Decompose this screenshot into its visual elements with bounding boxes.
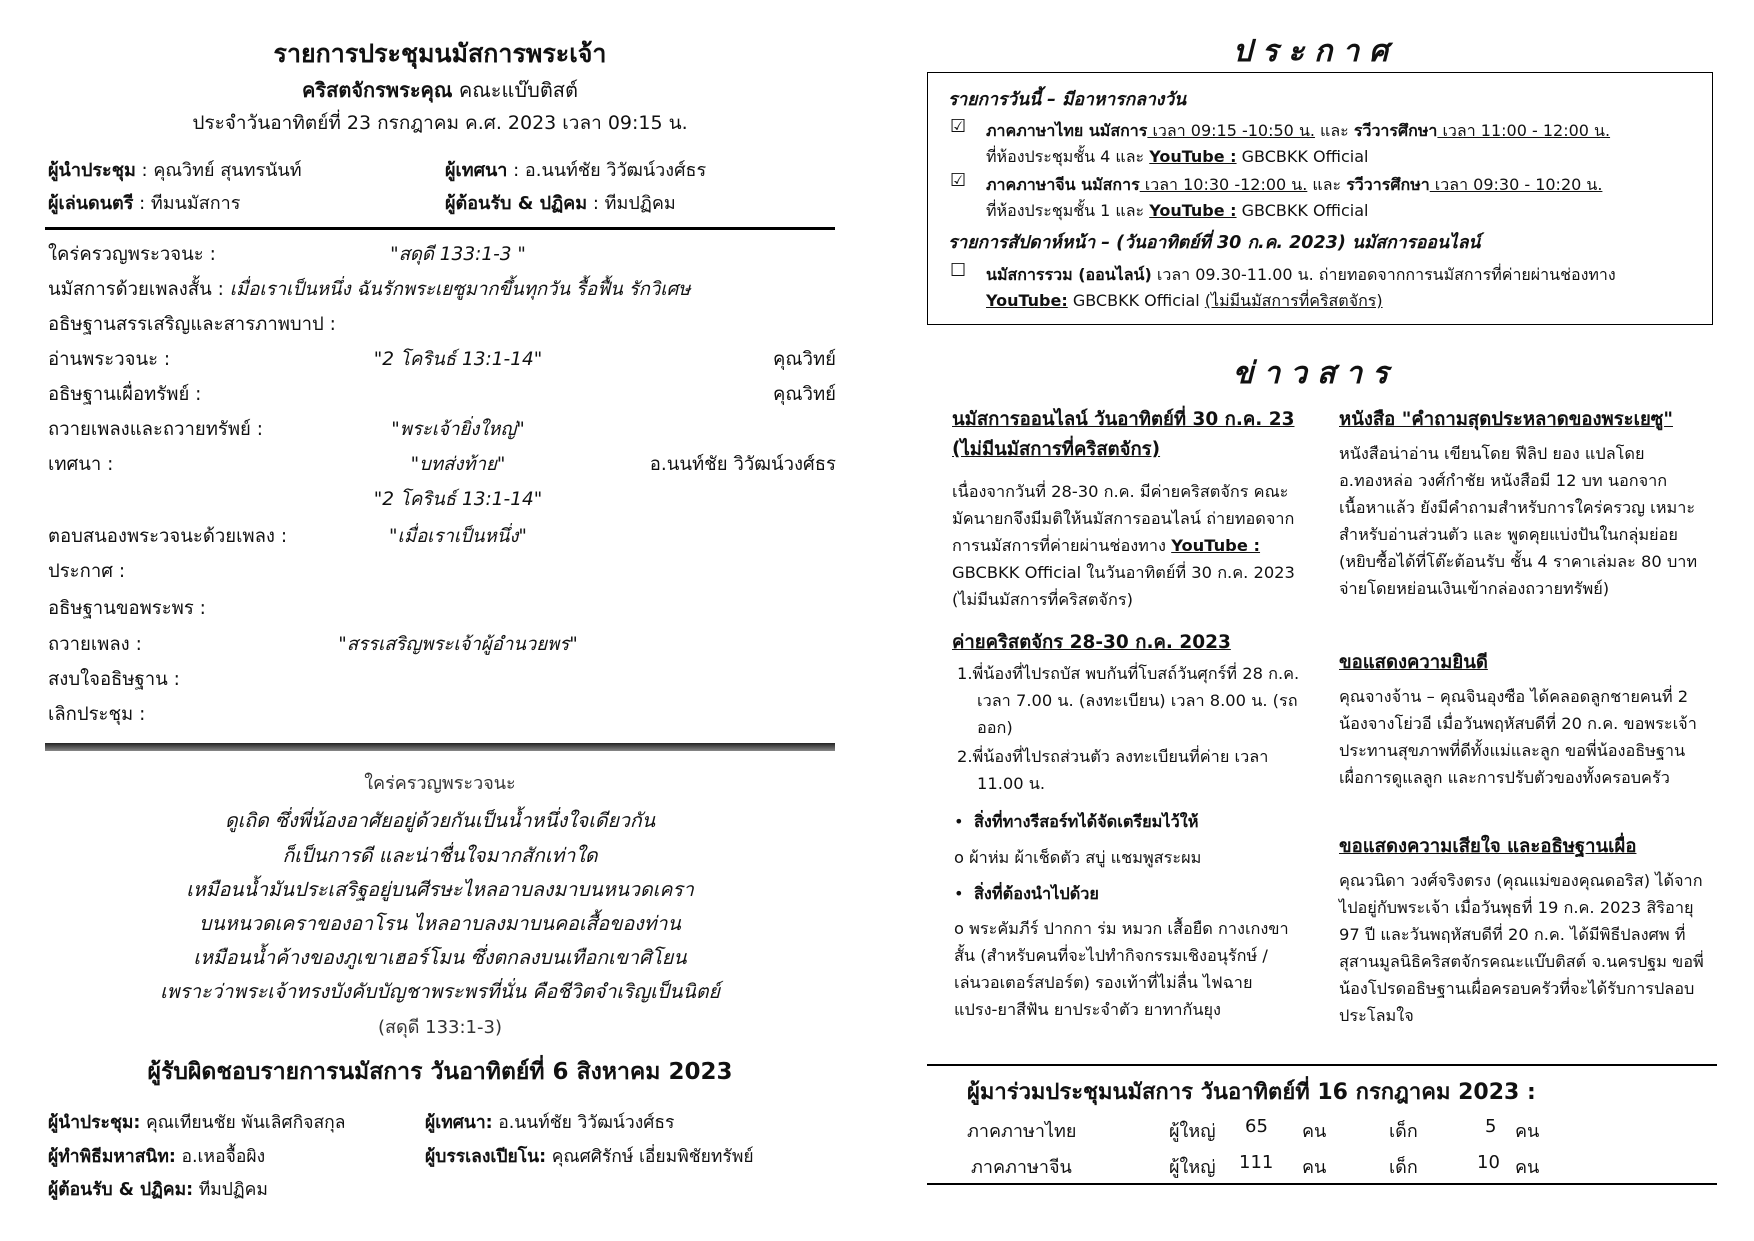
order-row bbox=[48, 275, 836, 305]
order-person: คุณวิทย์ bbox=[773, 384, 836, 405]
verse-line: เพราะว่าพระเจ้าทรงบังคับบัญชาพระพรที่นั่น คือชีวิตจำเริญเป็นนิตย์ bbox=[160, 980, 720, 1003]
chinese-service-line2 bbox=[986, 199, 1369, 224]
congrats-heading: ขอแสดงความยินดี bbox=[1339, 652, 1488, 673]
crew-music bbox=[48, 188, 240, 217]
chinese-service-time: เวลา 10:30 -12:00 น. bbox=[1139, 175, 1308, 194]
child-count: 5 bbox=[1485, 1116, 1497, 1137]
online-heading-1: นมัสการออนไลน์ วันอาทิตย์ที่ 30 ก.ค. 23 bbox=[952, 409, 1295, 430]
adult-count: 65 bbox=[1245, 1116, 1268, 1137]
order-row bbox=[48, 415, 836, 445]
camp-item-2: 2.พี่น้องที่ไปรถส่วนตัว ลงทะเบียนที่ค่าย เวลา 11.00 น. bbox=[957, 747, 1269, 793]
verse-heading: ใคร่ครวญพระวจนะ bbox=[364, 773, 516, 794]
crew-leader-label: ผู้นำประชุม bbox=[48, 160, 136, 181]
youtube-channel: GBCBKK Official bbox=[1067, 291, 1205, 310]
youtube-channel: GBCBKK Official bbox=[1236, 201, 1369, 220]
order-row bbox=[48, 522, 836, 552]
adult-unit: คน bbox=[1302, 1121, 1327, 1142]
crew-leader bbox=[48, 155, 302, 184]
divider-gradient bbox=[45, 743, 835, 751]
crew-greeter bbox=[445, 188, 676, 217]
resp-preacher-value: อ.นนท์ชัย วิวัฒน์วงศ์ธร bbox=[492, 1113, 675, 1133]
order-label: อธิษฐานสรรเสริญและสารภาพบาป : bbox=[48, 314, 336, 335]
sorrow-text: คุณวนิดา วงศ์จริงตรง (คุณแม่ของคุณดอริส) ได้จากไปอยู่กับพระเจ้า เมื่อวันพุธที่ 19 ก.ค. 2023 สิริอายุ 97 ปี และวันพฤหัสบดีที่ 20 ก.ค. ได้มีพิธีปลงศพ ที่สุสานมูลนิธิคริสตจักรคณะแบ๊บติสต์ จ.นครปฐม ขอพี่น้องโปรดอธิษฐานเผื่อครอบครัวที่จะได้รับการปลอบประโลมใจ bbox=[1339, 871, 1704, 1025]
thai-service-time: เวลา 09:15 -10:50 น. bbox=[1147, 121, 1315, 140]
sorrow-heading: ขอแสดงความเสียใจ และอธิษฐานเผื่อ bbox=[1339, 836, 1637, 857]
thai-and: และ bbox=[1314, 121, 1354, 140]
church-name bbox=[40, 74, 840, 106]
order-label: อธิษฐานขอพระพร : bbox=[48, 598, 206, 619]
church-name-bold: คริสตจักรพระคุณ bbox=[302, 78, 453, 102]
order-row bbox=[48, 485, 836, 515]
crew-preacher-value: : อ.นนท์ชัย วิวัฒน์วงศ์ธร bbox=[507, 160, 707, 181]
attendance-box bbox=[927, 1064, 1717, 1184]
child-label: เด็ก bbox=[1389, 1157, 1418, 1178]
order-song: "พระเจ้ายิ่งใหญ่" bbox=[391, 419, 525, 440]
order-scripture: "สดุดี 133:1-3 " bbox=[390, 244, 526, 265]
verse-reference: (สดุดี 133:1-3) bbox=[378, 1017, 502, 1038]
checked-box-icon: ☑ bbox=[950, 170, 967, 191]
resp-greeter bbox=[48, 1175, 268, 1203]
order-row bbox=[48, 240, 836, 270]
thai-sunday-school-time: เวลา 11:00 - 12:00 น. bbox=[1437, 121, 1611, 140]
adult-label: ผู้ใหญ่ bbox=[1169, 1121, 1216, 1142]
order-row bbox=[48, 345, 836, 375]
camp-bring-text: o พระคัมภีร์ ปากกา ร่ม หมวก เสื้อยืด กางเกงขาสั้น (สำหรับคนที่จะไปทำกิจกรรมเชิงอนุรักษ์ / เล่นวอเตอร์สปอร์ต) รองเท้าที่ไม่ลื่น ไฟฉาย แปรง-ยาสีฟัน ยาประจำตัว ยาทากันยุง bbox=[954, 919, 1289, 1019]
resp-leader bbox=[48, 1108, 345, 1136]
attendance-bottom-rule bbox=[927, 1183, 1717, 1185]
chinese-service-label: ภาคภาษาจีน นมัสการ bbox=[986, 175, 1140, 194]
responsibility-title: ผู้รับผิดชอบรายการนมัสการ วันอาทิตย์ที่ 6 สิงหาคม 2023 bbox=[147, 1059, 733, 1085]
order-label: ใคร่ครวญพระวจนะ : bbox=[48, 244, 216, 265]
checked-box-icon: ☑ bbox=[950, 116, 967, 137]
camp-bring-heading: สิ่งที่ต้องนำไปด้วย bbox=[974, 884, 1099, 903]
child-count: 10 bbox=[1477, 1152, 1500, 1173]
resp-greeter-label: ผู้ต้อนรับ & ปฏิคม: bbox=[48, 1180, 194, 1200]
resp-piano bbox=[425, 1142, 754, 1170]
order-person: คุณวิทย์ bbox=[773, 349, 836, 370]
resp-piano-value: คุณศศิรักษ์ เอี่ยมพิชัยทรัพย์ bbox=[546, 1147, 754, 1167]
order-label: สงบใจอธิษฐาน : bbox=[48, 669, 180, 690]
adult-unit: คน bbox=[1302, 1157, 1327, 1178]
today-heading: รายการวันนี้ – มีอาหารกลางวัน bbox=[948, 90, 1187, 110]
book-text: หนังสือน่าอ่าน เขียนโดย ฟีลิป ยอง แปลโดย อ.ทองหล่อ วงศ์กำชัย หนังสือมี 12 บท นอกจากเนื้อหาแล้ว ยังมีคำถามสำหรับการใคร่ครวญ เหมาะสำหรับอ่านส่วนตัว และ พูดคุยแบ่งปันในกลุ่มย่อย (หยิบซื้อได้ที่โต๊ะต้อนรับ ชั้น 4 ราคาเล่มละ 80 บาท จ่ายโดยหย่อนเงินเข้ากล่องถวายทรัพย์) bbox=[1339, 444, 1698, 598]
order-row bbox=[48, 594, 836, 624]
camp-provided-heading: สิ่งที่ทางรีสอร์ทได้จัดเตรียมไว้ให้ bbox=[974, 812, 1199, 831]
verse-line: เหมือนน้ำมันประเสริฐอยู่บนศีรษะไหลอาบลงมาบนหนวดเครา bbox=[186, 878, 694, 901]
announcements-page bbox=[877, 0, 1754, 1241]
resp-communion bbox=[48, 1142, 265, 1170]
chinese-sunday-school-time: เวลา 09:30 - 10:20 น. bbox=[1429, 175, 1603, 194]
congrats-text: คุณจางจ้าน – คุณจินอุงซือ ได้คลอดลูกชายคนที่ 2 น้องจางโย่วอี เมื่อวันพฤหัสบดีที่ 20 ก.ค. ขอพระเจ้าประทานสุขภาพที่ดีทั้งแม่และลูก ขอพี่น้องอธิษฐานเผื่อการดูแลลูก และการปรับตัวของทั้งครอบครัว bbox=[1339, 687, 1697, 787]
online-heading-2: (ไม่มีนมัสการที่คริสตจักร) bbox=[952, 439, 1161, 460]
crew-preacher bbox=[445, 155, 706, 184]
crew-leader-value: : คุณวิทย์ สุนทรนันท์ bbox=[135, 160, 302, 181]
chinese-room: ที่ห้องประชุมชั้น 1 และ bbox=[986, 201, 1150, 220]
order-row bbox=[48, 450, 836, 480]
order-row bbox=[48, 380, 836, 410]
camp-provided-text: o ผ้าห่ม ผ้าเช็ดตัว สบู่ แชมพูสระผม bbox=[954, 848, 1202, 867]
order-label: อธิษฐานเผื่อทรัพย์ : bbox=[48, 384, 202, 405]
youtube-channel: GBCBKK Official bbox=[1236, 147, 1369, 166]
youtube-label: YouTube : bbox=[1171, 536, 1261, 555]
thai-room: ที่ห้องประชุมชั้น 4 และ bbox=[986, 147, 1150, 166]
order-label bbox=[48, 275, 691, 304]
verse-line: ก็เป็นการดี และน่าชื่นใจมากสักเท่าใด bbox=[282, 844, 598, 867]
verse-line: เหมือนน้ำค้างของภูเขาเฮอร์โมน ซึ่งตกลงบนเทือกเขาศิโยน bbox=[193, 946, 687, 969]
child-unit: คน bbox=[1515, 1157, 1540, 1178]
book-heading: หนังสือ "คำถามสุดประหลาดของพระเยซู" bbox=[1339, 409, 1673, 430]
order-song: "เมื่อเราเป็นหนึ่ง" bbox=[389, 526, 527, 547]
adult-count: 111 bbox=[1239, 1152, 1274, 1173]
camp-item-1: 1.พี่น้องที่ไปรถบัส พบกันที่โบสถ์วันศุกร์ที่ 28 ก.ค. เวลา 7.00 น. (ลงทะเบียน) เวลา 8.00 น. (รถออก) bbox=[957, 664, 1300, 737]
online-text bbox=[952, 478, 1297, 613]
crew-greeter-label: ผู้ต้อนรับ & ปฏิคม bbox=[445, 193, 588, 214]
verse-line: บนหนวดเคราของอาโรน ไหลอาบลงมาบนคอเสื้อของท่าน bbox=[199, 912, 681, 935]
resp-leader-value: คุณเทียนชัย พันเลิศกิจสกุล bbox=[140, 1113, 346, 1133]
resp-piano-label: ผู้บรรเลงเปียโน: bbox=[425, 1147, 547, 1167]
attendance-title: ผู้มาร่วมประชุมนมัสการ วันอาทิตย์ที่ 16 กรกฎาคม 2023 : bbox=[967, 1080, 1536, 1105]
crew-music-label: ผู้เล่นดนตรี bbox=[48, 193, 134, 214]
order-scripture: "2 โครินธ์ 13:1-14" bbox=[373, 489, 543, 510]
adult-label: ผู้ใหญ่ bbox=[1169, 1157, 1216, 1178]
order-label: ตอบสนองพระวจนะด้วยเพลง : bbox=[48, 526, 288, 547]
church-name-rest: คณะแบ๊บติสต์ bbox=[452, 78, 578, 102]
attendance-group: ภาคภาษาไทย bbox=[967, 1121, 1077, 1142]
order-label: ถวายเพลงและถวายทรัพย์ : bbox=[48, 419, 263, 440]
announcements-title: ประกาศ bbox=[1232, 34, 1399, 69]
youtube-label: YouTube : bbox=[1149, 147, 1237, 166]
thai-service-label: ภาคภาษาไทย นมัสการ bbox=[986, 121, 1148, 140]
resp-preacher bbox=[425, 1108, 674, 1136]
online-service-label: นมัสการรวม (ออนไลน์) bbox=[986, 265, 1152, 284]
attendance-top-rule bbox=[927, 1064, 1717, 1066]
bullet-icon: • bbox=[954, 884, 964, 903]
online-service-line1 bbox=[986, 263, 1616, 288]
order-scripture: "2 โครินธ์ 13:1-14" bbox=[373, 349, 543, 370]
news-title: ข่าวสาร bbox=[1232, 356, 1399, 391]
order-row bbox=[48, 665, 836, 695]
service-date: ประจำวันอาทิตย์ที่ 23 กรกฎาคม ค.ศ. 2023 เวลา 09:15 น. bbox=[192, 112, 688, 134]
program-title: รายการประชุมนมัสการพระเจ้า bbox=[273, 39, 607, 68]
bullet-icon: • bbox=[954, 812, 964, 831]
order-row bbox=[48, 630, 836, 660]
divider-thick bbox=[45, 227, 835, 230]
announcement-box bbox=[927, 72, 1713, 325]
order-row bbox=[48, 557, 836, 587]
verse-line: ดูเถิด ซึ่งพี่น้องอาศัยอยู่ด้วยกันเป็นน้ำหนึ่งใจเดียวกัน bbox=[224, 809, 656, 832]
order-person: อ.นนท์ชัย วิวัฒน์วงศ์ธร bbox=[649, 454, 836, 475]
order-label-text: นมัสการด้วยเพลงสั้น : bbox=[48, 279, 224, 300]
resp-preacher-label: ผู้เทศนา: bbox=[425, 1113, 493, 1133]
sermon-title: "บทส่งท้าย" bbox=[410, 454, 506, 475]
resp-leader-label: ผู้นำประชุม: bbox=[48, 1113, 141, 1133]
resp-greeter-value: ทีมปฏิคม bbox=[193, 1180, 268, 1200]
thai-sunday-school-label: รวีวารศึกษา bbox=[1353, 121, 1438, 140]
next-week-heading: รายการสัปดาห์หน้า – (วันอาทิตย์ที่ 30 ก.ค. 2023) นมัสการออนไลน์ bbox=[948, 233, 1481, 253]
resp-communion-label: ผู้ทำพิธีมหาสนิท: bbox=[48, 1147, 176, 1167]
order-song: "สรรเสริญพระเจ้าผู้อำนวยพร" bbox=[338, 634, 578, 655]
online-text-body: เนื่องจากวันที่ 28-30 ก.ค. มีค่ายคริสตจักร คณะมัคนายกจึงมีมติให้นมัสการออนไลน์ ถ่ายทอดจากการนมัสการที่ค่ายผ่านช่องทาง bbox=[952, 482, 1295, 555]
chinese-and: และ bbox=[1307, 175, 1347, 194]
order-label: เทศนา : bbox=[48, 454, 114, 475]
chinese-service-line1 bbox=[986, 173, 1602, 198]
order-label: อ่านพระวจนะ : bbox=[48, 349, 171, 370]
online-service-time: เวลา 09.30-11.00 น. ถ่ายทอดจากการนมัสการที่ค่ายผ่านช่องทาง bbox=[1151, 265, 1616, 284]
order-label: ประกาศ : bbox=[48, 561, 126, 582]
chinese-sunday-school-label: รวีวารศึกษา bbox=[1346, 175, 1430, 194]
thai-service-line1 bbox=[986, 119, 1610, 144]
order-label: ถวายเพลง : bbox=[48, 634, 142, 655]
no-church-service-note: (ไม่มีนมัสการที่คริสตจักร) bbox=[1204, 291, 1383, 310]
thai-service-line2 bbox=[986, 145, 1369, 170]
online-service-line2 bbox=[986, 289, 1383, 314]
short-songs: เมื่อเราเป็นหนึ่ง ฉันรักพระเยซูมากขึ้นทุกวัน รื้อฟื้น รักวิเศษ bbox=[229, 279, 691, 300]
unchecked-box-icon: ☐ bbox=[950, 260, 967, 281]
attendance-group: ภาคภาษาจีน bbox=[971, 1157, 1072, 1178]
camp-heading: ค่ายคริสตจักร 28-30 ก.ค. 2023 bbox=[952, 632, 1231, 653]
online-text-body2: GBCBKK Official ในวันอาทิตย์ที่ 30 ก.ค. 2023 (ไม่มีนมัสการที่คริสตจักร) bbox=[952, 563, 1295, 609]
youtube-label: YouTube: bbox=[986, 291, 1068, 310]
crew-music-value: : ทีมนมัสการ bbox=[133, 193, 241, 214]
child-unit: คน bbox=[1515, 1121, 1540, 1142]
order-label: เลิกประชุม : bbox=[48, 704, 146, 725]
crew-greeter-value: : ทีมปฏิคม bbox=[587, 193, 676, 214]
order-row bbox=[48, 700, 836, 730]
order-row bbox=[48, 310, 836, 340]
youtube-label: YouTube : bbox=[1149, 201, 1237, 220]
resp-communion-value: อ.เหอจื้อผิง bbox=[175, 1147, 266, 1167]
child-label: เด็ก bbox=[1389, 1121, 1418, 1142]
crew-preacher-label: ผู้เทศนา bbox=[445, 160, 508, 181]
